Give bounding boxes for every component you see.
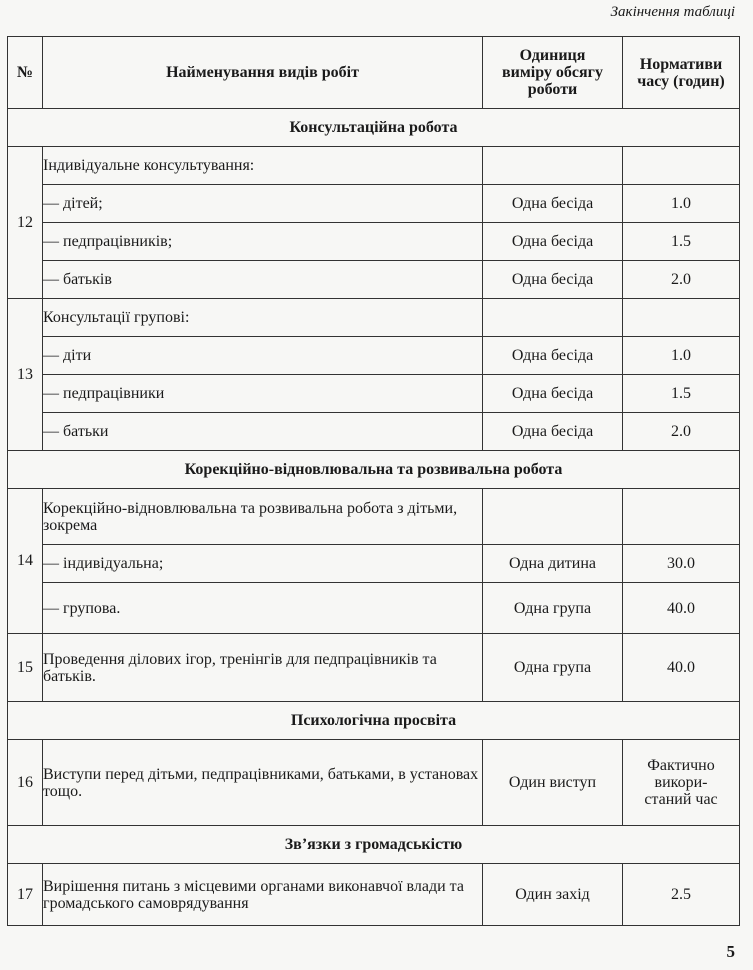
table-row [8,740,740,826]
unit-cell: Одна бесіда [483,413,623,451]
norm-cell: 30.0 [623,545,740,583]
item-text: — групова. [43,583,483,634]
norm-cell: 2.0 [623,413,740,451]
section-enlight: Психологічна просвіта [8,702,740,740]
row-title: Корекційно-відновлювальна та розвивальна робота з дітьми, зокрема [43,489,483,545]
unit-cell: Одна бесіда [483,337,623,375]
row-number: 15 [8,634,43,702]
norm-cell [623,147,740,185]
table-row [8,545,740,583]
section-row [8,702,740,740]
table-row [8,489,740,545]
header-unit: Одиниця виміру обсягу роботи [483,37,623,109]
norm-cell: 2.5 [623,864,740,926]
item-text: — педпрацівників; [43,223,483,261]
unit-cell: Одна група [483,634,623,702]
unit-cell: Одна дитина [483,545,623,583]
table-row [8,299,740,337]
table-row [8,147,740,185]
item-text: Виступи перед дітьми, педпрацівниками, батьками, в установах тощо. [43,740,483,826]
table-row [8,185,740,223]
table-row [8,634,740,702]
row-title: Індивідуальне консультування: [43,147,483,185]
item-text: — педпрацівники [43,375,483,413]
section-row [8,451,740,489]
item-text: — батьки [43,413,483,451]
header-num: № [8,37,43,109]
norm-cell: 1.5 [623,375,740,413]
table-row [8,261,740,299]
norm-cell: 40.0 [623,634,740,702]
table-row [8,375,740,413]
work-norms-table [7,36,740,926]
unit-cell: Одна бесіда [483,223,623,261]
table-row [8,583,740,634]
unit-cell: Одна група [483,583,623,634]
header-norm: Нормативи часу (годин) [623,37,740,109]
norm-cell: 1.0 [623,337,740,375]
unit-cell: Один виступ [483,740,623,826]
table-row [8,413,740,451]
row-number: 12 [8,147,43,299]
unit-cell: Одна бесіда [483,375,623,413]
table-row [8,223,740,261]
norm-cell: 40.0 [623,583,740,634]
item-text: — діти [43,337,483,375]
unit-cell [483,489,623,545]
section-correct: Корекційно-відновлювальна та розвивальна робота [8,451,740,489]
row-title: Консультації групові: [43,299,483,337]
item-text: — батьків [43,261,483,299]
table-continuation-caption: Закінчення таблиці [610,4,735,20]
norm-cell: 1.0 [623,185,740,223]
norm-cell [623,299,740,337]
unit-cell: Одна бесіда [483,185,623,223]
norm-cell [623,489,740,545]
section-row [8,826,740,864]
row-number: 14 [8,489,43,634]
page-number: 5 [726,942,735,961]
row-number: 13 [8,299,43,451]
section-consult: Консультаційна робота [8,109,740,147]
table-row [8,864,740,926]
header-name: Найменування видів робіт [43,37,483,109]
norm-cell: 2.0 [623,261,740,299]
table-row [8,337,740,375]
row-number: 16 [8,740,43,826]
section-row [8,109,740,147]
table-header-row [8,37,740,109]
norm-cell: Фактично використаний час [623,740,740,826]
unit-cell: Один захід [483,864,623,926]
item-text: Вирішення питань з місцевими органами виконавчої влади та громадського самоврядування [43,864,483,926]
unit-cell [483,147,623,185]
unit-cell [483,299,623,337]
section-public: Зв’язки з громадськістю [8,826,740,864]
row-number: 17 [8,864,43,926]
item-text: Проведення ділових ігор, тренінгів для педпрацівників та батьків. [43,634,483,702]
unit-cell: Одна бесіда [483,261,623,299]
item-text: — індивідуальна; [43,545,483,583]
norm-cell: 1.5 [623,223,740,261]
item-text: — дітей; [43,185,483,223]
